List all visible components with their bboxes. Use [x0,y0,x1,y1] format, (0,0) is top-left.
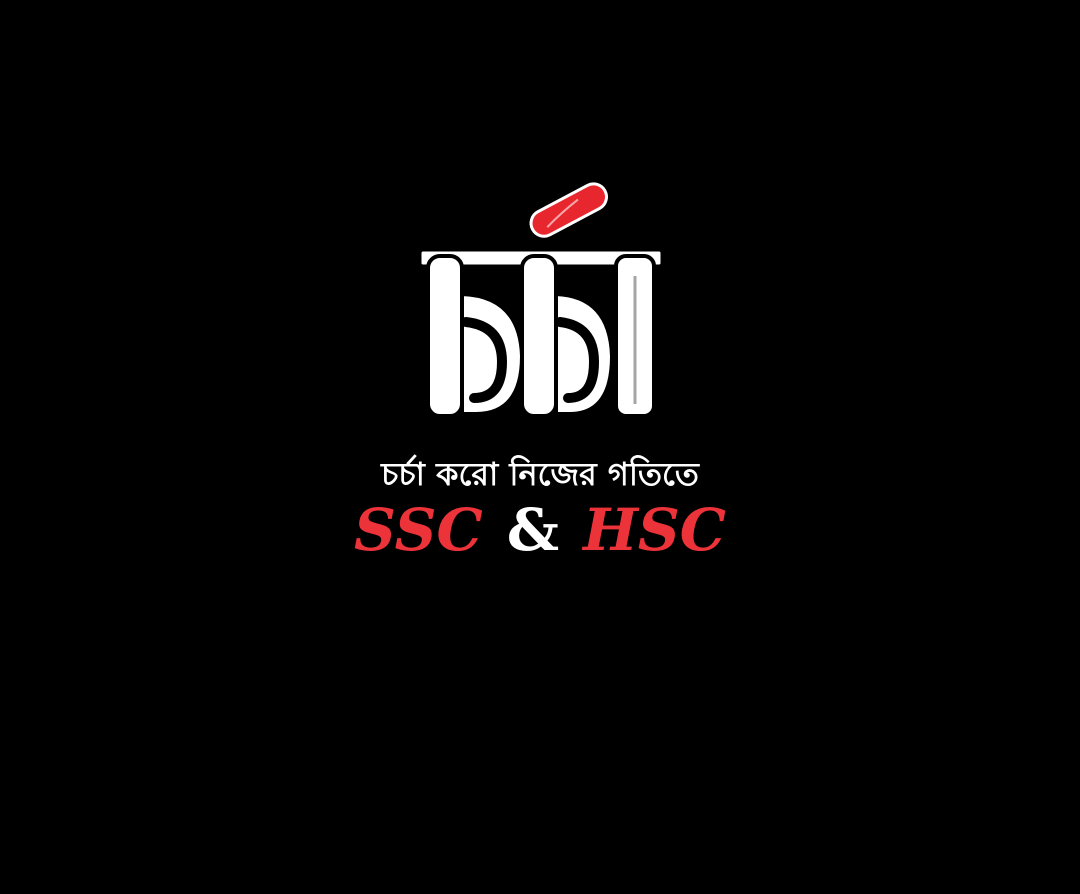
exam-ssc: SSC [354,496,483,564]
tagline: চর্চা করো নিজের গতিতে [381,455,699,493]
exam-levels [330,494,750,566]
charcha-logo-icon [410,176,670,426]
exam-hsc: HSC [583,496,726,564]
exam-separator: & [506,496,560,564]
